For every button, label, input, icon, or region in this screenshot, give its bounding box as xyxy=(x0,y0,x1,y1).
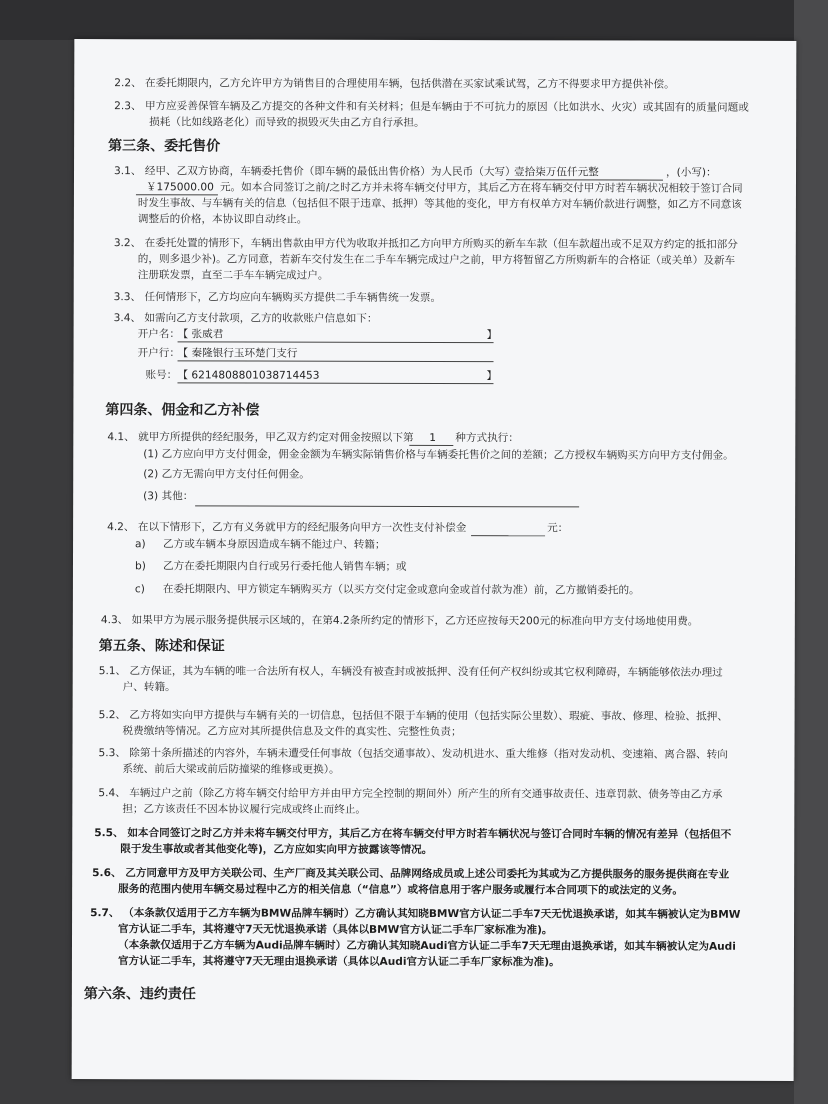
price-lower-label: ，(小写)： xyxy=(665,166,717,179)
item-b-mark: b) xyxy=(134,560,146,573)
clause-5-2-l2: 税费缴纳等情况。乙方应对其所提供信息及文件的真实性、完整性负责； xyxy=(122,725,462,739)
clause-5-3-l2: 系统、前后大梁或前后防撞梁的维修或更换）。 xyxy=(122,763,340,776)
clause-5-5-l2: 限于发生事故或者其他变化等)，乙方应如实向甲方披露该等情况。 xyxy=(120,843,433,856)
clause-4-2-unit: 元： xyxy=(547,522,569,535)
option-2: (2) 乙方无需向甲方支付任何佣金。 xyxy=(143,468,310,481)
clause-5-6-l2: 服务的范围内使用车辆交易过程中乙方的相关信息（“信息”）或将信息用于客户服务或履行本合同项下的或法定的义务。 xyxy=(118,883,683,897)
option-1: (1) 乙方应向甲方支付佣金，佣金金额为车辆实际销售价格与车辆委托售价之间的差额；乙方授权车辆购买方向甲方支付佣金。 xyxy=(143,448,734,462)
account-number-value: 【 6214808801038714453 xyxy=(177,369,320,382)
clause-3-4: 3.4、 如需向乙方支付款项，乙方的收款账户信息如下： xyxy=(113,312,378,325)
account-name-line xyxy=(178,341,494,343)
clause-4-3: 4.3、 如果甲方为展示服务提供展示区域的，在第4.2条所约定的情形下，乙方还应按每天200元的标准向甲方支付场地使用费。 xyxy=(100,614,699,628)
clause-5-2: 5.2、 乙方将如实向甲方提供与车辆有关的一切信息，包括但不限于车辆的使用（包括实际公里数）、瑕疵、事故、修理、检验、抵押、 xyxy=(98,709,728,723)
clause-4-1-tail: 种方式执行： xyxy=(455,432,519,445)
account-number-label: 账号： xyxy=(145,369,178,382)
photo-background-top xyxy=(0,0,828,40)
clause-5-1: 5.1、 乙方保证，其为车辆的唯一合法所有权人，车辆没有被查封或被抵押、没有任何产权纠纷或其它权利障碍，车辆能够依法办理过 xyxy=(98,665,723,679)
clause-3-1 xyxy=(114,163,516,180)
section-3-title: 第三条、委托售价 xyxy=(108,138,221,155)
clause-5-7: 5.7、 （本条款仅适用于乙方车辆为BMW品牌车辆时）乙方确认其知晓BMW官方认证二手车7天无忧退换承诺，如其车辆被认定为BMW xyxy=(90,907,741,921)
account-name-bracket: 】 xyxy=(486,329,498,342)
clause-5-6: 5.6、 乙方同意甲方及甲方关联公司、生产厂商及其关联公司、品牌网络成员或上述公司委托为其或为乙方提供服务的服务提供商在专业 xyxy=(92,867,730,881)
clause-4-1: 4.1、 就甲方所提供的经纪服务，甲乙双方约定对佣金按照以下第 xyxy=(107,431,414,444)
item-a: 乙方或车辆本身原因造成车辆不能过户、转籍； xyxy=(163,538,386,551)
item-c-mark: c) xyxy=(134,583,145,596)
clause-5-7-l2: 官方认证二手车，其将遵守7天无忧退换承诺（具体以BMW官方认证二手车厂家标准为准)。 xyxy=(118,923,553,937)
option-3-line xyxy=(195,505,579,507)
option-3: (3) 其他： xyxy=(143,490,194,503)
photo-background-right xyxy=(794,0,828,1104)
account-number-line xyxy=(177,382,493,384)
clause-5-4: 5.4、 车辆过户之前（除乙方将车辆交付给甲方并由甲方完全控制的期间外）所产生的所有交通事故责任、违章罚款、债务等由乙方承 xyxy=(98,787,723,801)
clause-3-3: 3.3、 任何情形下，乙方均应向车辆购买方提供二手车辆售统一发票。 xyxy=(113,291,442,305)
section-6-title: 第六条、违约责任 xyxy=(83,986,196,1003)
clause-3-2: 3.2、 在委托处置的情形下，车辆出售款由甲方代为收取并抵扣乙方向甲方所购买的新车车款（但车款超出或不足双方约定的抵扣部分 xyxy=(113,237,738,251)
clause-2-2: 2.2、 在委托期限内，乙方允许甲方为销售目的合理使用车辆，包括供潜在买家试乘试驾，乙方不得要求甲方提供补偿。 xyxy=(114,77,675,91)
contract-page xyxy=(72,39,797,1081)
clause-3-1-l3: 时发生事故、与车辆有关的信息（包括但不限于违章、抵押）等其他的变化，甲方有权单方对车辆价款进行调整，如乙方不同意该 xyxy=(137,197,742,211)
item-b: 乙方在委托期限内自行或另行委托他人销售车辆；或 xyxy=(162,560,407,573)
section-5-title: 第五条、陈述和保证 xyxy=(98,638,225,655)
clause-3-1-l2: 元。如本合同签订之前/之时乙方并未将车辆交付甲方，其后乙方在将车辆交付甲方时若车辆状况相较于签订合同 xyxy=(219,181,743,195)
item-c: 在委托期限内、甲方锁定车辆购买方（以买方交付定金或意向金或首付款为准）前，乙方撤销委托的。 xyxy=(162,583,640,597)
clause-2-3-cont: 损耗（比如线路老化）而导致的损毁灭失由乙方自行承担。 xyxy=(149,116,425,129)
clause-5-7-l3: （本条款仅适用于乙方车辆为Audi品牌车辆时）乙方确认其知晓Audi官方认证二手车7天无理由退换承诺，如其车辆被认定为Audi xyxy=(117,939,736,953)
bank-line xyxy=(178,360,494,362)
clause-3-2-l3: 注册联发票，直至二手车车辆完成过户。 xyxy=(137,269,329,282)
document-body xyxy=(72,39,797,1081)
commission-option-line xyxy=(409,445,453,446)
section-4-title: 第四条、佣金和乙方补偿 xyxy=(105,402,260,419)
account-name-value: 【 张威君 xyxy=(177,328,224,341)
clause-5-7-l4: 官方认证二手车，其将遵守7天无理由退换承诺（具体以Audi官方认证二手车厂家标准为准)。 xyxy=(117,955,560,969)
compensation-line xyxy=(471,535,545,536)
clause-3-1-l4: 调整后的价格，本协议即自动终止。 xyxy=(137,213,308,226)
commission-option-value: 1 xyxy=(429,431,437,445)
bank-label: 开户行： xyxy=(137,347,180,360)
bank-value: 【 秦隆银行玉环楚门支行 xyxy=(177,347,298,360)
clause-2-3: 2.3、 甲方应妥善保管车辆及乙方提交的各种文件和有关材料；但是车辆由于不可抗力的原因（比如洪水、火灾）或其固有的质量问题或 xyxy=(114,100,749,114)
account-number-bracket: 】 xyxy=(486,370,498,383)
clause-3-2-l2: 的，则多退少补)。乙方同意，若新车交付发生在二手车车辆完成过户之前，甲方将暂留乙方所购新车的合格证（或关单）及新车 xyxy=(137,253,736,267)
clause-5-4-l2: 担；乙方该责任不因本协议履行完成或终止而终止。 xyxy=(122,803,367,816)
clause-5-3: 5.3、 除第十条所描述的内容外，车辆未遭受任何事故（包括交通事故）、发动机进水、重大维修（指对发动机、变速箱、离合器、转向 xyxy=(98,747,728,761)
clause-5-5: 5.5、 如本合同签订之时乙方并未将车辆交付甲方，其后乙方在将车辆交付甲方时若车辆状况与签订合同时车辆的情况有差异（包括但不 xyxy=(94,827,732,841)
price-lower-value: ￥175000.00 xyxy=(145,181,214,194)
clause-4-2: 4.2、 在以下情形下，乙方有义务就甲方的经纪服务向甲方一次性支付补偿金 xyxy=(107,521,467,535)
item-a-mark: a) xyxy=(135,538,146,551)
clause-3-1-text: 3.1、 经甲、乙双方协商，车辆委托售价（即车辆的最低出售价格）为人民币（大写） xyxy=(114,165,516,179)
account-name-label: 开户名： xyxy=(137,328,180,341)
clause-5-1-l2: 户、转籍。 xyxy=(122,681,176,694)
price-upper-value: 壹拾柒万伍仟元整 xyxy=(513,166,599,179)
